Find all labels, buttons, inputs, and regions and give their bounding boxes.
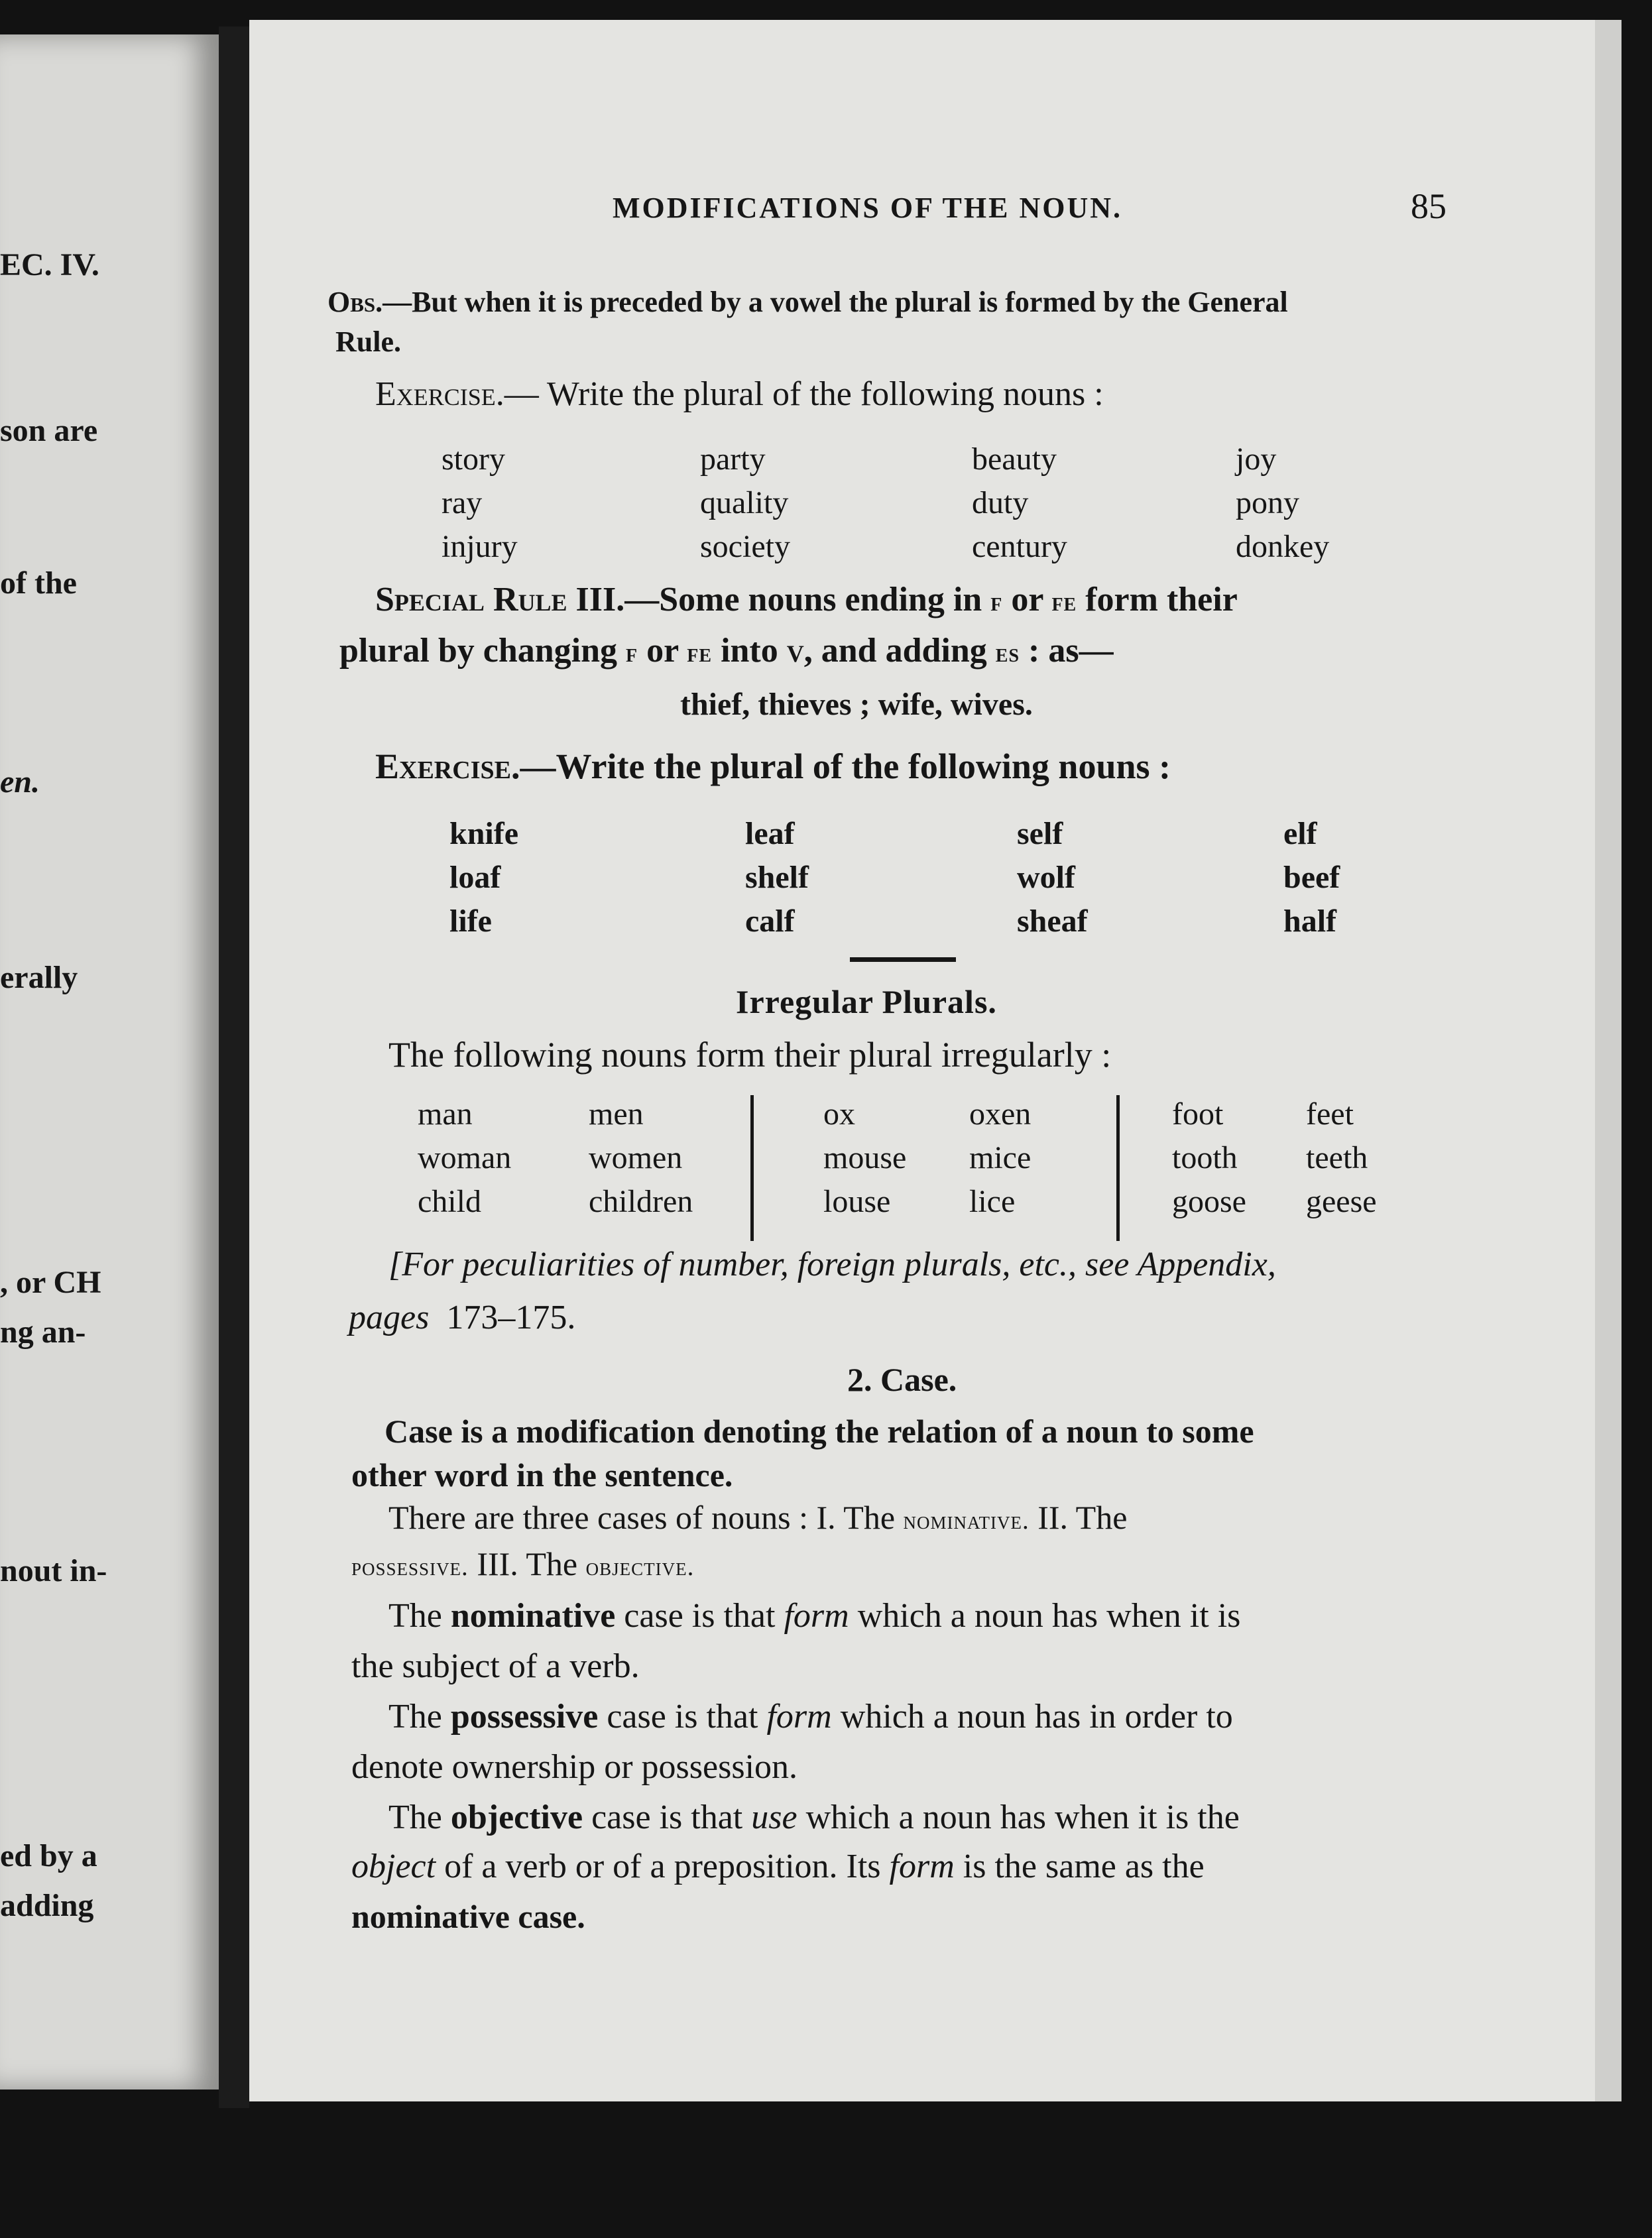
exercise-2-heading <box>375 746 1171 787</box>
note-italic: pages <box>349 1299 430 1336</box>
word: mouse <box>823 1140 907 1175</box>
word: louse <box>823 1184 891 1219</box>
p-text: which a noun has when it is the <box>797 1798 1240 1836</box>
rule-text: form their <box>1077 581 1238 618</box>
word: man <box>418 1096 473 1132</box>
rule-text: —Some nouns ending in <box>624 581 991 618</box>
rule-text: into <box>712 632 787 670</box>
rule-text: plural by changing <box>339 632 626 670</box>
left-fragment: nout in- <box>0 1553 107 1588</box>
word: joy <box>1236 442 1277 477</box>
p-text: which a noun has in order to <box>831 1698 1233 1736</box>
appendix-note-line-2 <box>349 1298 575 1337</box>
word: women <box>589 1140 683 1175</box>
p-italic: use <box>751 1798 797 1836</box>
word: feet <box>1306 1096 1354 1132</box>
rule-suffix: fe <box>687 638 713 668</box>
case-heading: 2. Case. <box>847 1361 957 1398</box>
left-page <box>0 34 219 2090</box>
exercise-1-heading <box>375 375 1104 414</box>
word: child <box>418 1184 481 1219</box>
p-text: case is that <box>615 1597 784 1635</box>
p-text: of a verb or of a preposition. Its <box>436 1848 890 1885</box>
word: party <box>700 442 766 477</box>
word: pony <box>1236 485 1299 520</box>
column-divider <box>750 1095 754 1241</box>
rule-3-line-2 <box>339 631 1114 670</box>
note-pages: 173–175. <box>446 1299 576 1336</box>
p-italic: form <box>766 1698 832 1736</box>
rule-3-line-1 <box>375 580 1238 619</box>
left-fragment: of the <box>0 565 77 601</box>
page-edge <box>1595 20 1622 2101</box>
obs-text: —But when it is preceded by a vowel the plural is formed by the General <box>383 286 1288 318</box>
p-italic: form <box>784 1597 849 1635</box>
objective-line-1 <box>388 1798 1240 1837</box>
cases-text: III. The <box>468 1545 586 1582</box>
exercise-2-column <box>745 812 809 943</box>
p-term: possessive <box>450 1698 599 1736</box>
word: woman <box>418 1140 512 1175</box>
p-text: The <box>388 1698 451 1736</box>
word: geese <box>1306 1184 1377 1219</box>
p-term: objective <box>450 1798 583 1836</box>
word: leaf <box>745 816 795 851</box>
word: life <box>449 904 492 939</box>
p-text: is the same as the <box>954 1848 1205 1885</box>
obs-line-1 <box>327 285 1288 319</box>
irregular-singular-column <box>418 1092 511 1224</box>
section-divider <box>850 957 956 962</box>
irregular-heading: Irregular Plurals. <box>736 983 997 1020</box>
irregular-plural-column <box>969 1092 1031 1224</box>
left-fragment: erally <box>0 960 78 995</box>
rule-suffix: f <box>990 587 1003 617</box>
cases-line-2 <box>351 1545 694 1583</box>
exercise-instruction: —Write the plural of the following nouns : <box>520 746 1171 786</box>
rule-text: or <box>1002 581 1052 618</box>
word: society <box>700 529 790 564</box>
rule-text: , and adding <box>803 632 996 670</box>
left-fragment: ed by a <box>0 1838 97 1873</box>
exercise-2-column <box>1283 812 1340 943</box>
left-fragment: en. <box>0 764 40 799</box>
case-name: nominative. <box>903 1506 1030 1535</box>
exercise-label: Exercise. <box>375 375 504 413</box>
word: teeth <box>1306 1140 1368 1175</box>
word: duty <box>972 485 1029 520</box>
exercise-1-column <box>700 438 790 569</box>
left-fragment: adding <box>0 1888 94 1923</box>
word: calf <box>745 904 795 939</box>
p-text: case is that <box>583 1798 752 1836</box>
word: wolf <box>1017 860 1075 895</box>
objective-line-2 <box>351 1847 1205 1886</box>
p-text: case is that <box>598 1698 767 1736</box>
p-text: which a noun has when it is <box>849 1597 1241 1635</box>
case-definition-line-1: Case is a modification denoting the relation of a noun to some <box>384 1413 1254 1450</box>
rule-suffix: fe <box>1051 587 1077 617</box>
exercise-1-column <box>1236 438 1329 569</box>
exercise-instruction: — Write the plural of the following nouns : <box>504 375 1104 413</box>
case-name: objective. <box>585 1553 695 1581</box>
word: ray <box>442 485 483 520</box>
word: beauty <box>972 442 1057 477</box>
word: men <box>589 1096 644 1132</box>
objective-line-3: nominative case. <box>351 1898 585 1935</box>
case-definition-line-2: other word in the sentence. <box>351 1456 733 1494</box>
word: ox <box>823 1096 855 1132</box>
word: shelf <box>745 860 809 895</box>
p-italic: object <box>351 1848 436 1885</box>
word: century <box>972 529 1067 564</box>
word: half <box>1283 904 1337 939</box>
cases-text: There are three cases of nouns : I. The <box>388 1499 904 1536</box>
cases-line-1 <box>388 1498 1127 1537</box>
cases-text: II. The <box>1029 1499 1128 1536</box>
rule-suffix: es <box>995 638 1020 668</box>
irregular-singular-column <box>1172 1092 1246 1224</box>
word: sheaf <box>1017 904 1088 939</box>
word: oxen <box>969 1096 1032 1132</box>
p-text: The <box>388 1597 451 1635</box>
nominative-line-2: the subject of a verb. <box>351 1647 640 1685</box>
exercise-1-column <box>972 438 1067 569</box>
word: lice <box>969 1184 1016 1219</box>
word: story <box>442 442 505 477</box>
possessive-line-1 <box>388 1697 1233 1736</box>
rule-suffix: v <box>786 632 804 670</box>
word: quality <box>700 485 789 520</box>
rule-3-example: thief, thieves ; wife, wives. <box>680 687 1033 722</box>
word: goose <box>1172 1184 1246 1219</box>
word: foot <box>1172 1096 1224 1132</box>
running-title: MODIFICATIONS OF THE NOUN. <box>613 192 1123 224</box>
word: children <box>589 1184 693 1219</box>
rule-suffix: f <box>626 638 638 668</box>
word: injury <box>442 529 518 564</box>
obs-line-2: Rule. <box>335 325 401 358</box>
word: self <box>1017 816 1063 851</box>
irregular-plural-column <box>1306 1092 1377 1224</box>
irregular-singular-column <box>823 1092 906 1224</box>
appendix-note-line-1: [For peculiarities of number, foreign plurals, etc., see Appendix, <box>388 1246 1276 1283</box>
exercise-1-column <box>442 438 518 569</box>
p-text: The <box>388 1798 451 1836</box>
word: knife <box>449 816 519 851</box>
left-fragment: EC. IV. <box>0 247 99 282</box>
rule-label: Special Rule III. <box>375 581 625 618</box>
left-fragment: son are <box>0 413 98 448</box>
left-fragment: , or CH <box>0 1265 101 1300</box>
rule-text: : as— <box>1020 632 1114 670</box>
exercise-2-column <box>449 812 518 943</box>
exercise-2-column <box>1017 812 1088 943</box>
possessive-line-2: denote ownership or possession. <box>351 1748 798 1786</box>
p-term: nominative <box>450 1597 616 1635</box>
exercise-label: Exercise. <box>375 746 520 786</box>
page-number: 85 <box>1411 186 1446 226</box>
left-fragment: ng an- <box>0 1315 86 1350</box>
word: donkey <box>1236 529 1330 564</box>
irregular-intro: The following nouns form their plural irregularly : <box>388 1035 1112 1075</box>
word: tooth <box>1172 1140 1238 1175</box>
irregular-plural-column <box>589 1092 693 1224</box>
column-divider <box>1116 1095 1120 1241</box>
nominative-line-1 <box>388 1596 1240 1635</box>
p-italic: form <box>889 1848 955 1885</box>
word: loaf <box>449 860 501 895</box>
obs-label: Obs. <box>327 286 383 318</box>
case-name: possessive. <box>351 1553 469 1581</box>
word: mice <box>969 1140 1032 1175</box>
word: beef <box>1283 860 1340 895</box>
rule-text: or <box>638 632 687 670</box>
book-gutter <box>219 27 249 2108</box>
word: elf <box>1283 816 1317 851</box>
page <box>249 20 1595 2101</box>
